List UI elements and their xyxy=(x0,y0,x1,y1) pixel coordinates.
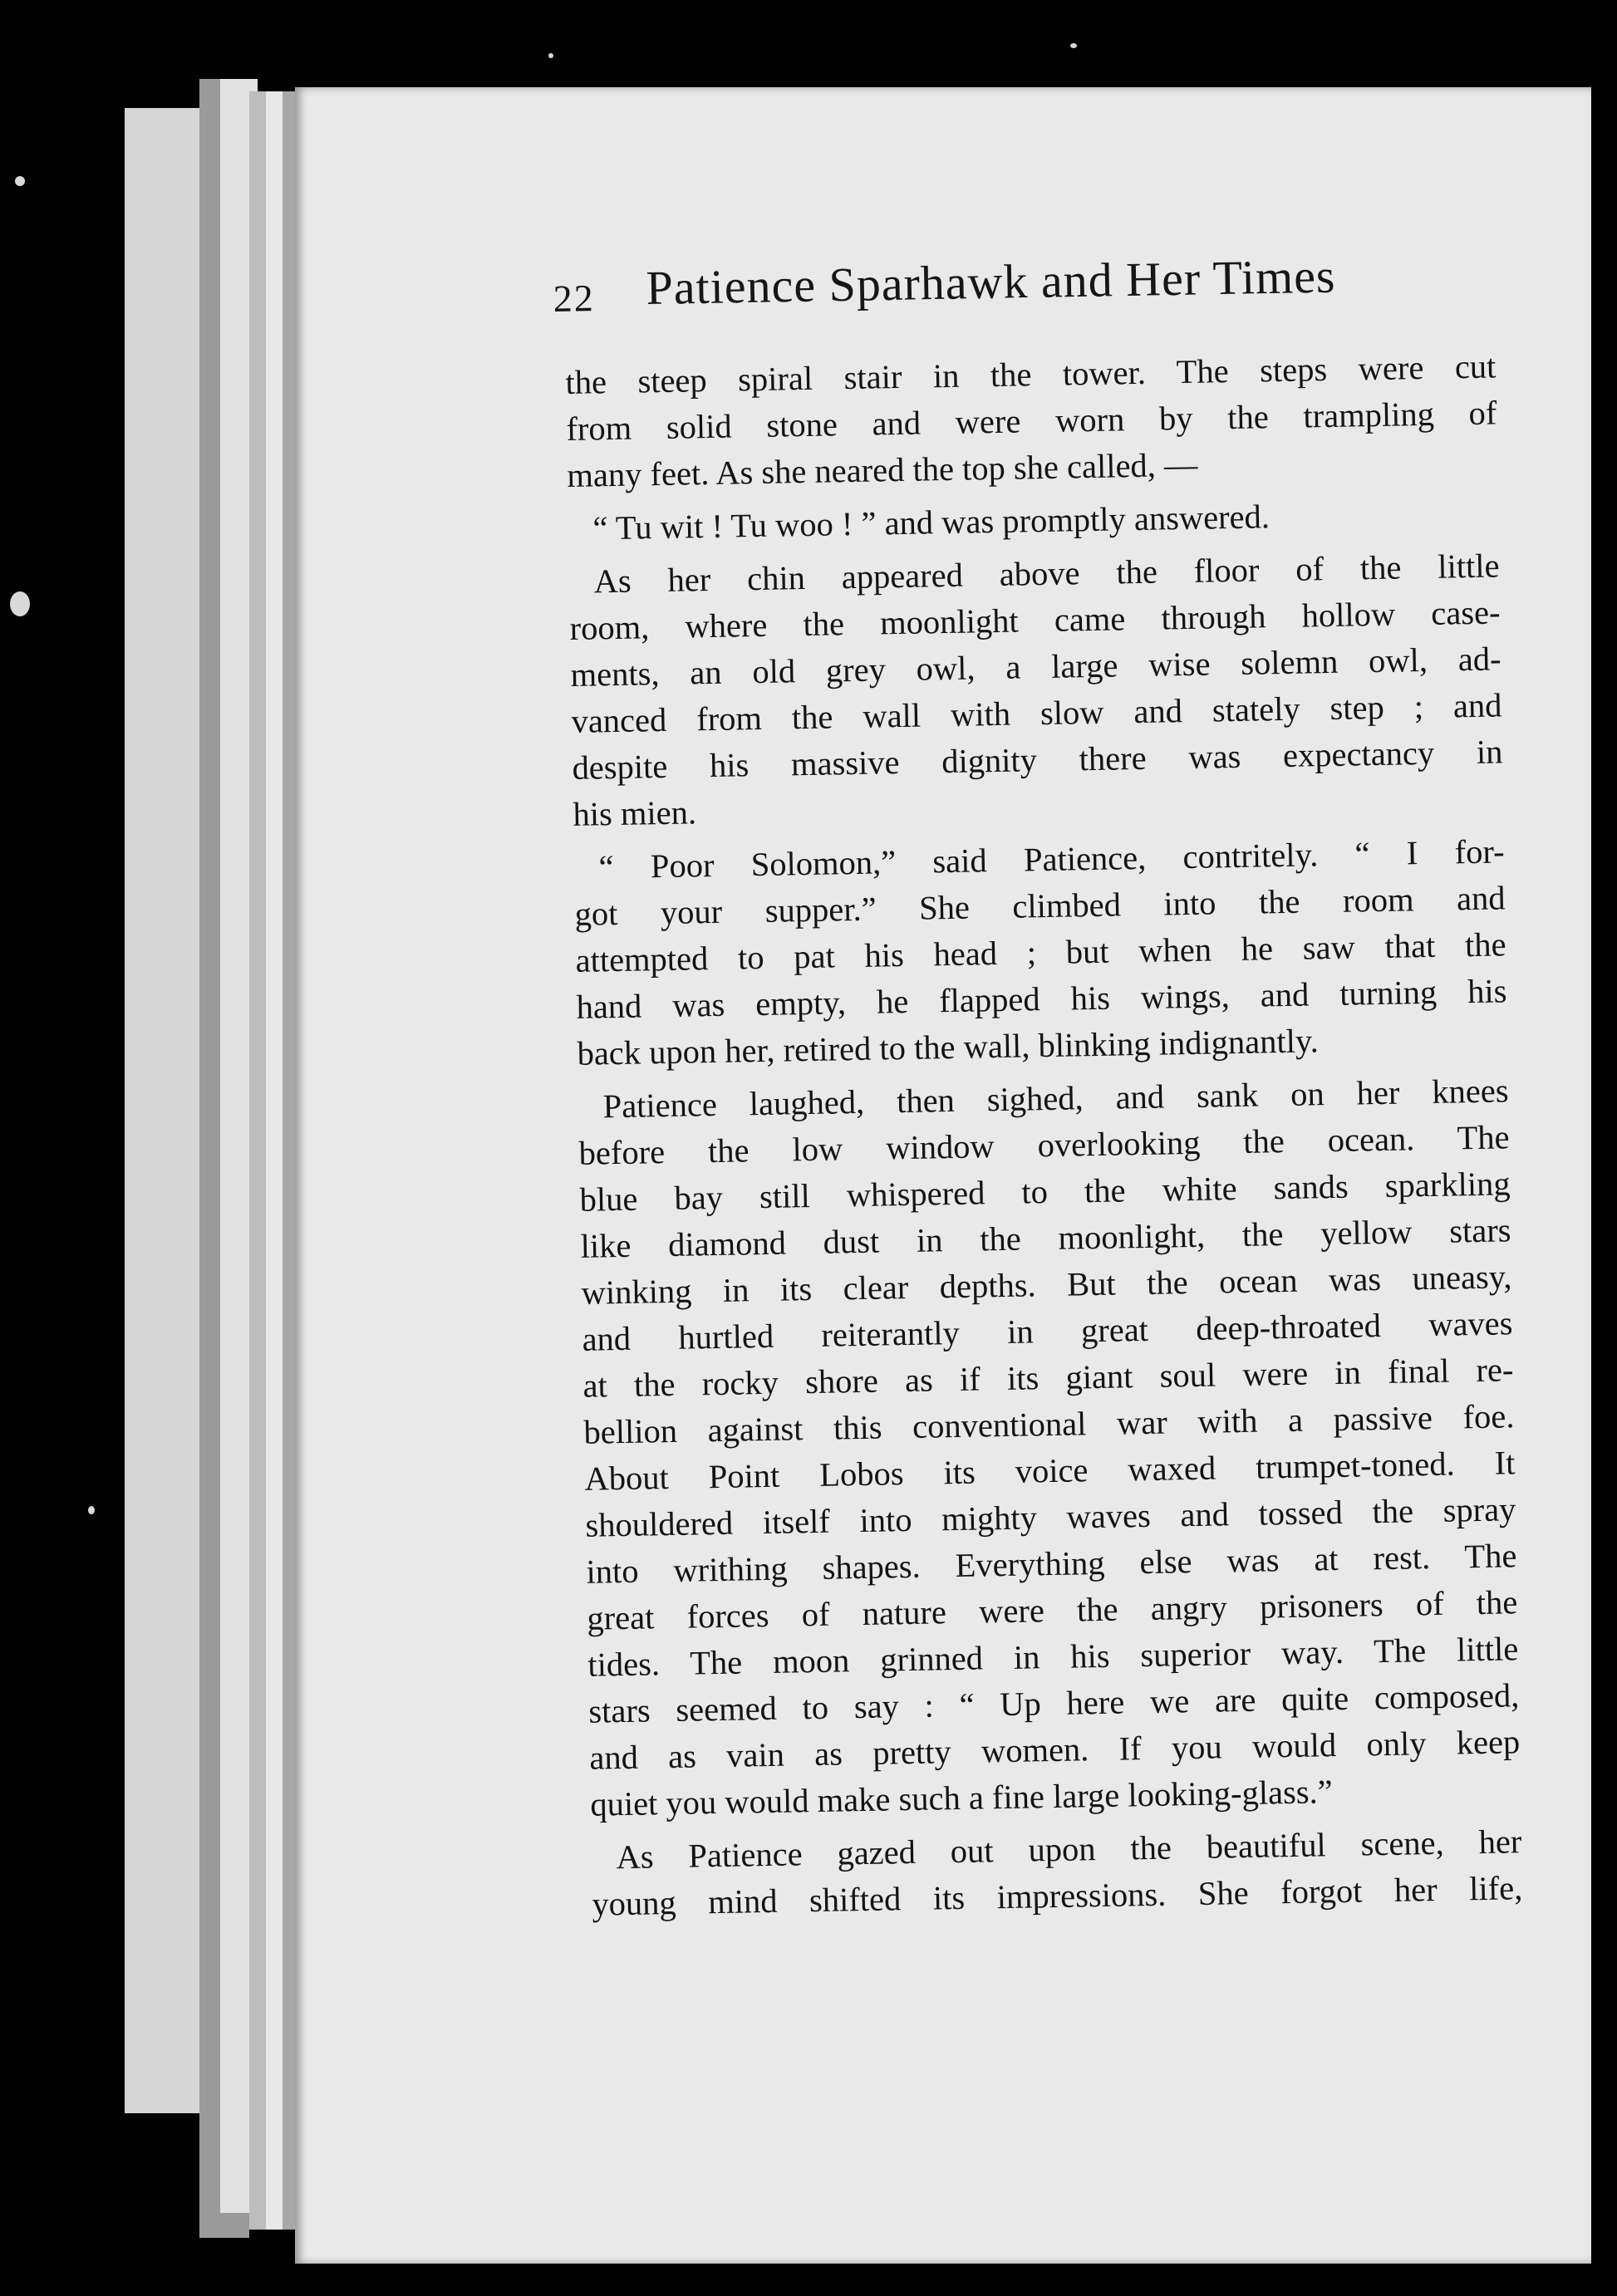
text-line: despite his massive dignity there was expectancy in xyxy=(572,733,1503,787)
text-line: As Patience gazed out upon the beautiful scene, her xyxy=(616,1823,1522,1877)
body-text xyxy=(565,343,1523,1927)
text-line: like diamond dust in the moonlight, the yellow stars xyxy=(580,1211,1511,1265)
text-line: from solid stone and were worn by the trampling of xyxy=(566,394,1497,448)
text-line: the steep spiral stair in the tower. The steps were cut xyxy=(565,347,1497,401)
text-line: ments, an old grey owl, a large wise solemn owl, ad- xyxy=(570,640,1502,694)
text-line: stars seemed to say : “ Up here we are quite composed, xyxy=(588,1676,1520,1730)
text-line: bellion against this conventional war with a passive foe. xyxy=(583,1397,1515,1451)
paragraph xyxy=(568,489,1499,552)
text-line: before the low window overlooking the ocean. The xyxy=(578,1118,1510,1172)
text-line: and as vain as pretty women. If you would only keep xyxy=(588,1723,1521,1777)
text-line: “ Poor Solomon,” said Patience, contritely. “ I for- xyxy=(598,832,1505,886)
text-line: hand was empty, he flapped his wings, and turning his xyxy=(576,972,1507,1026)
text-line: About Point Lobos its voice waxed trumpet-toned. It xyxy=(584,1444,1516,1498)
book-page xyxy=(295,87,1591,2264)
page-number: 22 xyxy=(553,277,596,320)
text-line: As her chin appeared above the floor of the little xyxy=(593,547,1500,601)
text-line: into writhing shapes. Everything else was at rest. The xyxy=(586,1537,1517,1591)
paragraph xyxy=(578,1067,1521,1827)
text-line: got your supper.” She climbed into the room and xyxy=(574,879,1506,933)
text-line: attempted to pat his head ; but when he saw that the xyxy=(575,925,1506,979)
text-line: quiet you would make such a fine large looking-glass.” xyxy=(589,1773,1334,1823)
paragraph xyxy=(573,828,1508,1077)
scan-speck xyxy=(1070,43,1077,48)
text-line: great forces of nature were the angry prisoners of the xyxy=(587,1583,1518,1637)
text-line: Patience laughed, then sighed, and sank on her knees xyxy=(602,1072,1509,1126)
scan-speck xyxy=(88,1506,95,1514)
text-line: back upon her, retired to the wall, blinking indignantly. xyxy=(577,1022,1320,1072)
text-line: at the rocky shore as if its giant soul were in final re- xyxy=(582,1351,1514,1405)
text-line: vanced from the wall with slow and stately step ; and xyxy=(571,686,1502,740)
text-line: young mind shifted its impressions. She forgot her life, xyxy=(592,1869,1523,1923)
scan-speck xyxy=(10,591,30,616)
running-title: Patience Sparhawk and Her Times xyxy=(646,248,1336,316)
text-line: blue bay still whispered to the white sands sparkling xyxy=(579,1165,1511,1219)
scan-speck xyxy=(15,176,25,186)
text-line: shouldered itself into mighty waves and tossed the spray xyxy=(585,1490,1516,1544)
page-edge xyxy=(125,108,199,2113)
text-line: and hurtled reiterantly in great deep-throated waves xyxy=(582,1304,1513,1358)
text-line: winking in its clear depths. But the ocean was uneasy, xyxy=(581,1258,1512,1312)
paragraph xyxy=(568,542,1504,837)
text-line: room, where the moonlight came through hollow case- xyxy=(569,593,1501,647)
paragraph xyxy=(591,1818,1523,1928)
scan-speck xyxy=(548,53,553,58)
text-line: tides. The moon grinned in his superior way. The little xyxy=(587,1630,1519,1684)
text-line: “ Tu wit ! Tu woo ! ” and was promptly answered. xyxy=(592,498,1270,547)
text-line: many feet. As she neared the top she called, — xyxy=(567,445,1198,494)
paragraph xyxy=(565,343,1498,499)
text-line: his mien. xyxy=(573,793,697,833)
